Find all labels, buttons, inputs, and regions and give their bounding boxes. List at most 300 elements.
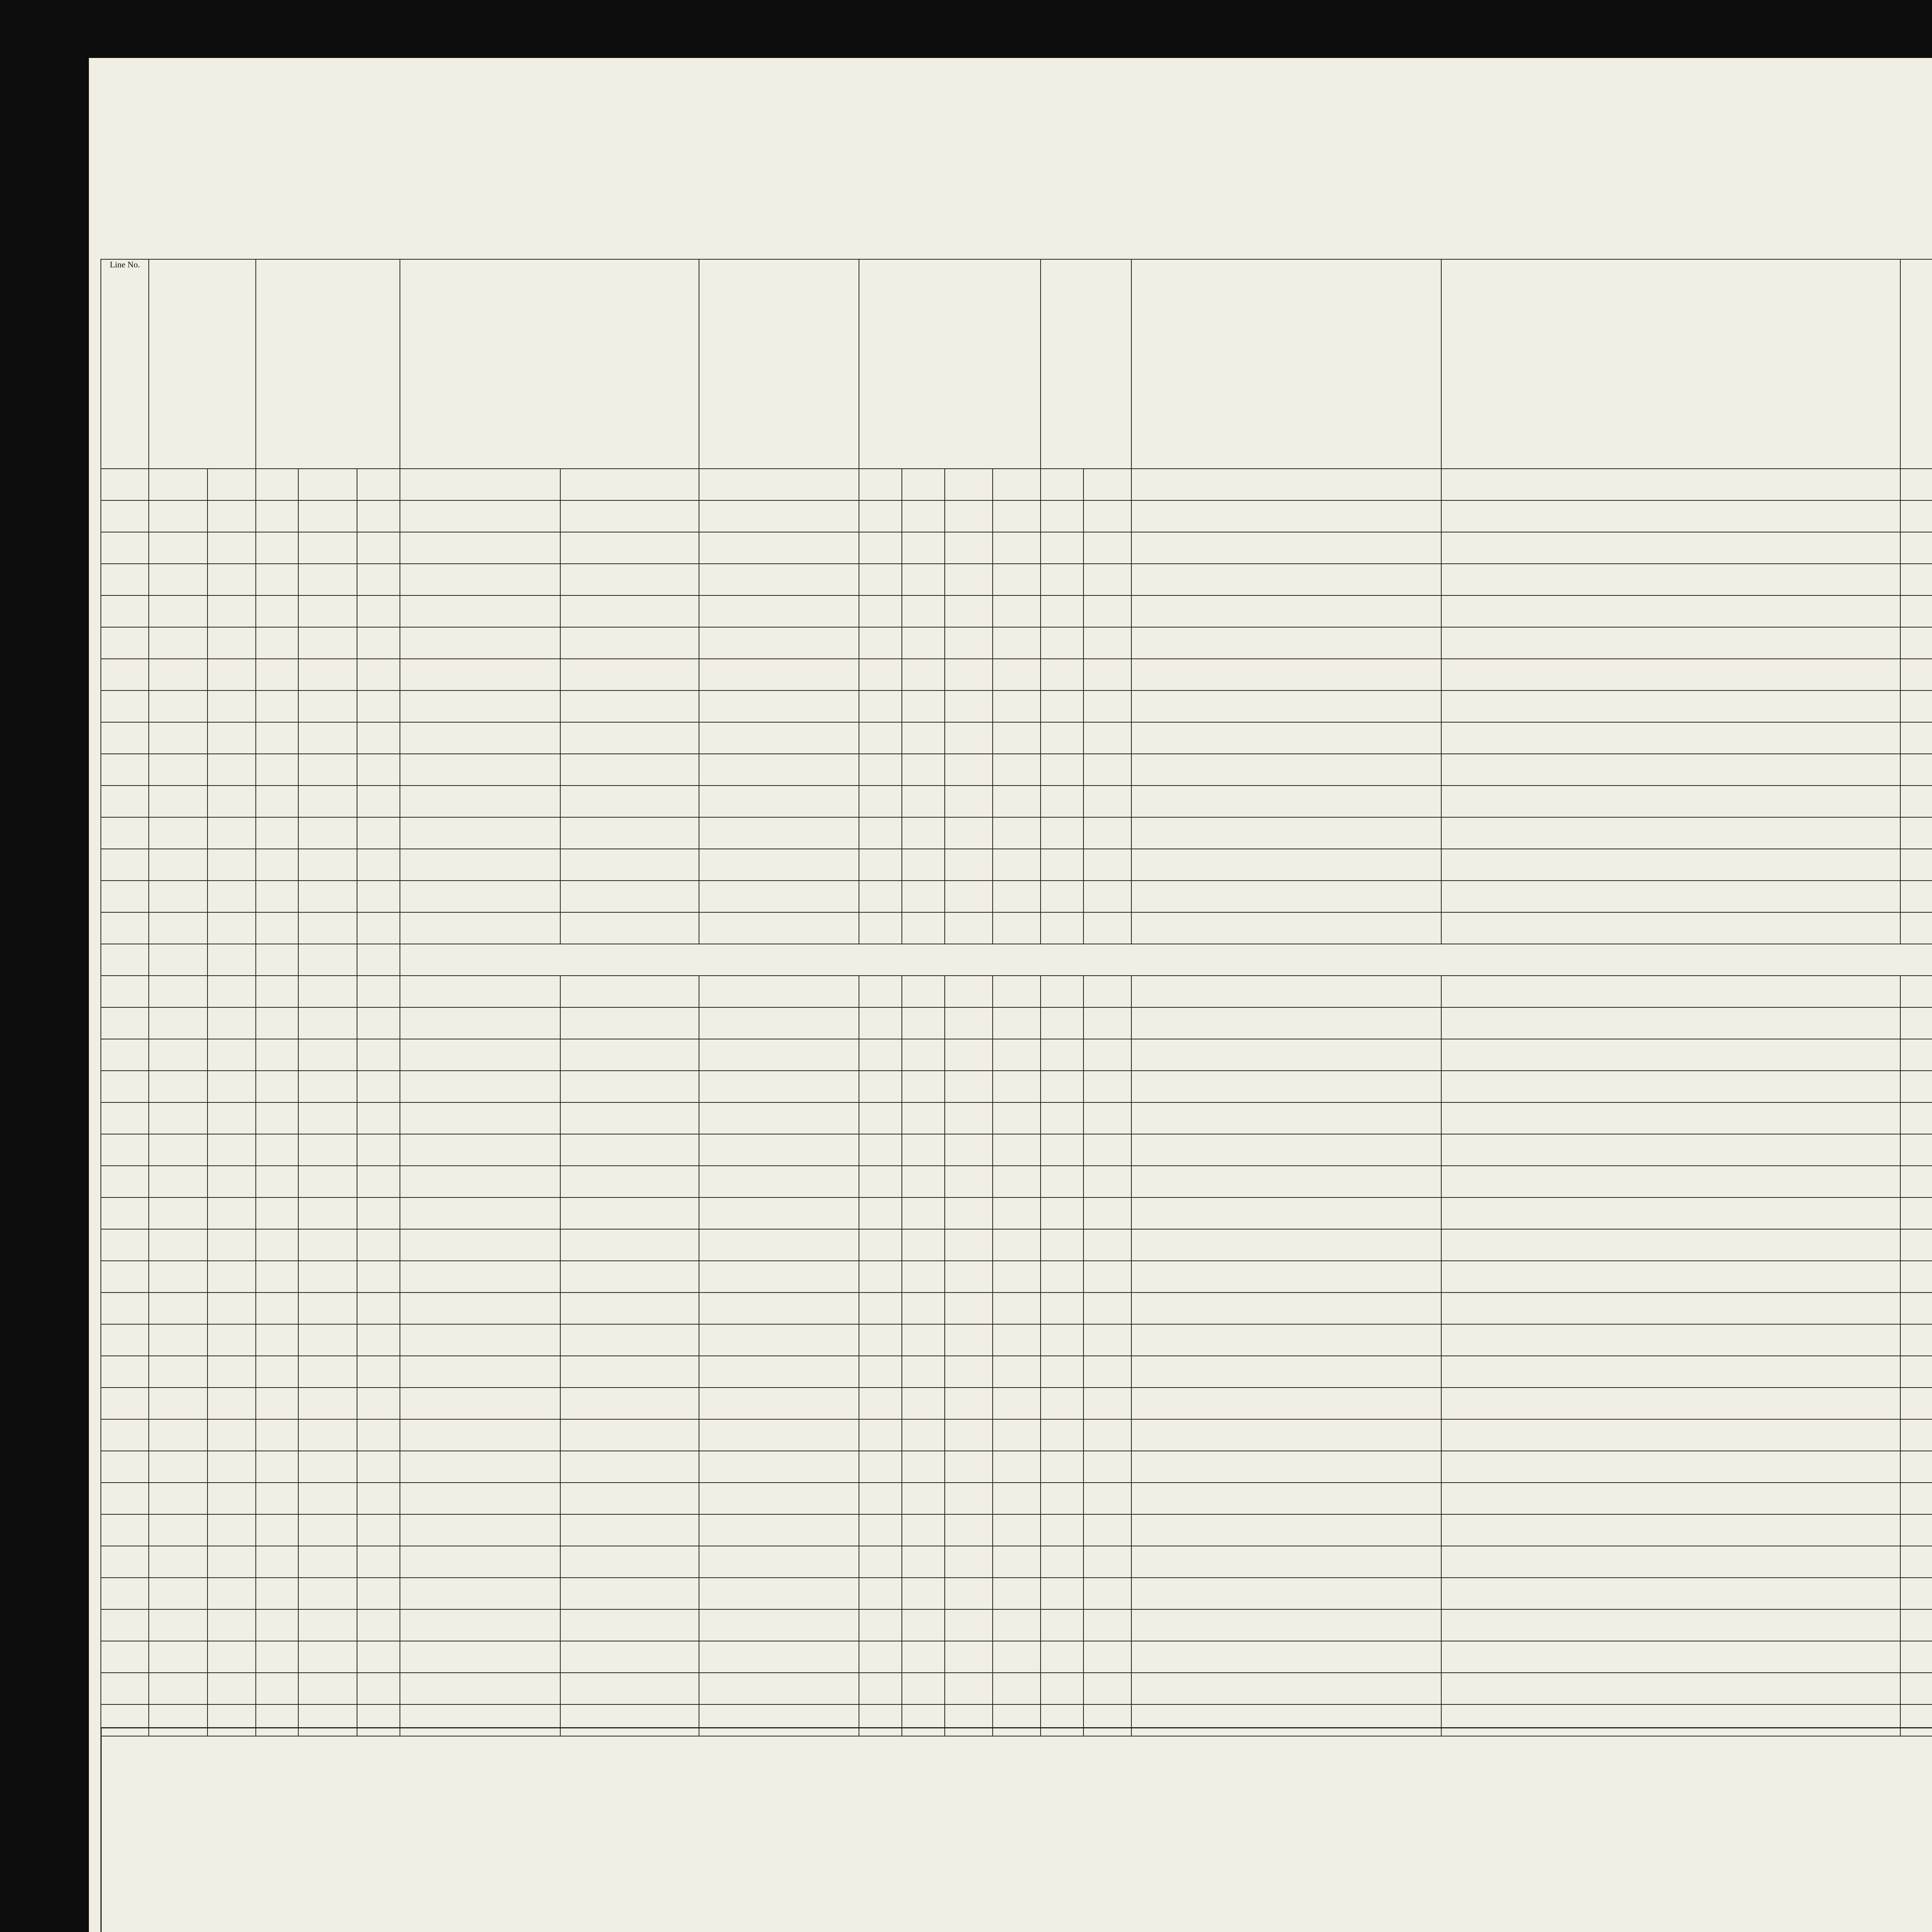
cell-work [1900,500,1932,532]
cell-rel [699,1261,859,1293]
cell-house [149,944,207,976]
cell-school [1041,1419,1083,1451]
cell-sex [859,849,902,881]
cell-mar [993,690,1041,722]
cell-surname [400,1388,560,1419]
cell-own [256,976,299,1007]
cell-birth [1131,1609,1441,1641]
cell-surname [400,1007,560,1039]
cell-given [560,595,699,627]
cell-given [560,1673,699,1704]
cell-fam [207,944,255,976]
table-row [101,1451,1932,1483]
line-number [101,1451,149,1483]
cell-own [256,532,299,564]
table-row [101,1293,1932,1324]
cell-res [1441,976,1901,1007]
table-row [101,1102,1932,1134]
cell-school [1041,1039,1083,1071]
cell-age [945,1641,993,1673]
table-row [101,627,1932,659]
cell-res [1441,564,1901,595]
cell-house [149,1419,207,1451]
cell-mar [993,1546,1041,1578]
cell-fam [207,1324,255,1356]
cell-rel [699,532,859,564]
cell-mar [993,1007,1041,1039]
line-number [101,564,149,595]
cell-given [560,1388,699,1419]
line-number [101,500,149,532]
cell-farm [357,1578,400,1609]
cell-rel [699,722,859,754]
cell-val [298,1197,357,1229]
cell-surname [400,1134,560,1166]
table-row [101,881,1932,912]
cell-surname [400,1102,560,1134]
table-row [101,1514,1932,1546]
line-number [101,1134,149,1166]
cell-val [298,976,357,1007]
cell-own [256,754,299,786]
cell-val [298,1102,357,1134]
cell-school [1041,1197,1083,1229]
cell-race [902,1451,945,1483]
cell-fam [207,912,255,944]
col-name [400,259,699,469]
cell-house [149,1388,207,1419]
cell-mar [993,1388,1041,1419]
cell-house [149,786,207,817]
cell-age [945,1039,993,1071]
cell-age [945,595,993,627]
cell-rel [699,1007,859,1039]
cell-res [1441,1166,1901,1197]
cell-own [256,944,299,976]
cell-farm [357,690,400,722]
cell-val [298,1419,357,1451]
cell-surname [400,1229,560,1261]
cell-own [256,1673,299,1704]
cell-res [1441,881,1901,912]
cell-res [1441,1673,1901,1704]
cell-race [902,1641,945,1673]
cell-race [902,1261,945,1293]
cell-birth [1131,595,1441,627]
cell-mar [993,912,1041,944]
cell-rel [699,1166,859,1197]
line-number [101,469,149,500]
line-number [101,1609,149,1641]
cell-work [1900,659,1932,690]
cell-farm [357,1451,400,1483]
line-number [101,1007,149,1039]
cell-own [256,500,299,532]
cell-fam [207,1071,255,1102]
cell-work [1900,1388,1932,1419]
cell-sex [859,1578,902,1609]
cell-grade [1083,1197,1131,1229]
cell-val [298,500,357,532]
cell-birth [1131,1641,1441,1673]
cell-birth [1131,722,1441,754]
cell-res [1441,1641,1901,1673]
cell-mar [993,595,1041,627]
cell-birth [1131,1578,1441,1609]
cell-sex [859,1293,902,1324]
cell-race [902,1102,945,1134]
table-row [101,944,1932,976]
line-number [101,1514,149,1546]
cell-school [1041,1578,1083,1609]
cell-race [902,532,945,564]
cell-val [298,722,357,754]
cell-val [298,1483,357,1514]
line-number [101,1039,149,1071]
cell-val [298,1578,357,1609]
cell-surname [400,754,560,786]
cell-race [902,659,945,690]
line-number [101,1261,149,1293]
cell-sex [859,722,902,754]
cell-val [298,1261,357,1293]
cell-grade [1083,1514,1131,1546]
cell-rel [699,1451,859,1483]
cell-work [1900,1261,1932,1293]
cell-grade [1083,627,1131,659]
cell-own [256,1641,299,1673]
cell-given [560,627,699,659]
cell-age [945,1229,993,1261]
cell-rel [699,1546,859,1578]
cell-age [945,690,993,722]
cell-birth [1131,1356,1441,1388]
cell-house [149,1166,207,1197]
cell-fam [207,1609,255,1641]
line-number [101,1578,149,1609]
cell-grade [1083,912,1131,944]
cell-age [945,1451,993,1483]
cell-school [1041,1451,1083,1483]
table-row [101,1261,1932,1293]
census-sheet [89,58,1932,1932]
cell-race [902,1197,945,1229]
cell-house [149,627,207,659]
cell-birth [1131,532,1441,564]
cell-farm [357,1419,400,1451]
cell-farm [357,1546,400,1578]
cell-fam [207,1166,255,1197]
cell-own [256,1514,299,1546]
cell-work [1900,564,1932,595]
cell-house [149,1134,207,1166]
cell-house [149,1356,207,1388]
cell-fam [207,817,255,849]
cell-race [902,690,945,722]
cell-surname [400,627,560,659]
cell-sex [859,627,902,659]
cell-own [256,1039,299,1071]
cell-mar [993,1102,1041,1134]
col-relation [699,259,859,469]
cell-res [1441,1261,1901,1293]
cell-own [256,1102,299,1134]
table-row [101,532,1932,564]
cell-mar [993,1641,1041,1673]
cell-res [1441,500,1901,532]
cell-rel [699,690,859,722]
cell-house [149,1039,207,1071]
cell-res [1441,1229,1901,1261]
cell-mar [993,1451,1041,1483]
line-number [101,1388,149,1419]
cell-mar [993,1071,1041,1102]
cell-grade [1083,1039,1131,1071]
cell-given [560,1546,699,1578]
cell-age [945,532,993,564]
cell-work [1900,881,1932,912]
line-number [101,1166,149,1197]
cell-school [1041,1229,1083,1261]
cell-work [1900,817,1932,849]
cell-grade [1083,1324,1131,1356]
cell-birth [1131,690,1441,722]
cell-surname [400,976,560,1007]
cell-grade [1083,500,1131,532]
cell-school [1041,976,1083,1007]
cell-val [298,1007,357,1039]
cell-surname [400,1071,560,1102]
cell-age [945,1071,993,1102]
cell-farm [357,944,400,976]
table-row [101,1039,1932,1071]
cell-house [149,912,207,944]
cell-age [945,627,993,659]
table-row [101,564,1932,595]
cell-surname [400,722,560,754]
cell-rel [699,1419,859,1451]
cell-house [149,1071,207,1102]
cell-fam [207,754,255,786]
cell-mar [993,1134,1041,1166]
cell-given [560,690,699,722]
table-row [101,1483,1932,1514]
cell-house [149,1229,207,1261]
cell-own [256,1578,299,1609]
cell-birth [1131,1071,1441,1102]
cell-birth [1131,1419,1441,1451]
cell-house [149,595,207,627]
cell-sex [859,1451,902,1483]
cell-res [1441,659,1901,690]
cell-given [560,817,699,849]
cell-given [560,1483,699,1514]
cell-race [902,817,945,849]
cell-farm [357,881,400,912]
cell-sex [859,817,902,849]
cell-sex [859,1514,902,1546]
table-row [101,1388,1932,1419]
cell-house [149,1578,207,1609]
cell-birth [1131,1229,1441,1261]
col-at-work [1900,259,1932,469]
table-row [101,1609,1932,1641]
cell-farm [357,1388,400,1419]
cell-race [902,1229,945,1261]
cell-age [945,564,993,595]
col-line-no: Line No. [101,259,149,469]
cell-work [1900,1609,1932,1641]
cell-grade [1083,1071,1131,1102]
cell-mar [993,469,1041,500]
cell-birth [1131,1197,1441,1229]
cell-rel [699,1102,859,1134]
cell-work [1900,1483,1932,1514]
cell-mar [993,1324,1041,1356]
cell-farm [357,627,400,659]
cell-house [149,1609,207,1641]
cell-age [945,786,993,817]
cell-school [1041,1261,1083,1293]
cell-race [902,1546,945,1578]
supplementary-section [100,1727,1932,1932]
cell-race [902,1578,945,1609]
cell-birth [1131,1293,1441,1324]
cell-farm [357,1197,400,1229]
cell-sex [859,564,902,595]
cell-fam [207,1261,255,1293]
cell-work [1900,1419,1932,1451]
line-number [101,1197,149,1229]
cell-grade [1083,659,1131,690]
cell-rel [699,469,859,500]
cell-given [560,1102,699,1134]
cell-rel [699,595,859,627]
line-number [101,912,149,944]
cell-school [1041,1514,1083,1546]
cell-work [1900,1166,1932,1197]
cell-school [1041,595,1083,627]
line-number [101,690,149,722]
cell-farm [357,1007,400,1039]
cell-val [298,1039,357,1071]
cell-sex [859,1546,902,1578]
cell-work [1900,1641,1932,1673]
cell-race [902,754,945,786]
cell-rel [699,976,859,1007]
cell-work [1900,1546,1932,1578]
cell-fam [207,595,255,627]
cell-res [1441,1483,1901,1514]
cell-fam [207,469,255,500]
cell-val [298,1071,357,1102]
cell-res [1441,912,1901,944]
cell-race [902,564,945,595]
cell-sex [859,1071,902,1102]
cell-own [256,1007,299,1039]
line-number [101,849,149,881]
cell-school [1041,627,1083,659]
cell-grade [1083,1673,1131,1704]
line-number [101,1546,149,1578]
cell-farm [357,1641,400,1673]
cell-farm [357,1609,400,1641]
cell-birth [1131,1102,1441,1134]
table-row [101,1546,1932,1578]
cell-surname [400,659,560,690]
cell-work [1900,1039,1932,1071]
cell-work [1900,469,1932,500]
cell-sex [859,976,902,1007]
cell-birth [1131,1546,1441,1578]
cell-val [298,1546,357,1578]
cell-val [298,1641,357,1673]
cell-fam [207,1641,255,1673]
cell-mar [993,564,1041,595]
cell-val [298,1356,357,1388]
cell-house [149,881,207,912]
cell-age [945,1578,993,1609]
cell-farm [357,722,400,754]
cell-sex [859,1356,902,1388]
cell-val [298,690,357,722]
cell-fam [207,1673,255,1704]
cell-res [1441,1293,1901,1324]
cell-grade [1083,1419,1131,1451]
line-number [101,944,149,976]
cell-surname [400,1641,560,1673]
cell-grade [1083,849,1131,881]
cell-val [298,1609,357,1641]
cell-own [256,849,299,881]
cell-res [1441,722,1901,754]
line-number [101,1071,149,1102]
cell-grade [1083,786,1131,817]
cell-rel [699,1388,859,1419]
cell-sex [859,1324,902,1356]
cell-own [256,1229,299,1261]
cell-val [298,1324,357,1356]
line-number [101,1229,149,1261]
cell-surname [400,469,560,500]
cell-farm [357,1039,400,1071]
cell-res [1441,786,1901,817]
cell-fam [207,1134,255,1166]
cell-birth [1131,1039,1441,1071]
cell-grade [1083,1483,1131,1514]
cell-sex [859,1483,902,1514]
cell-farm [357,1324,400,1356]
cell-given [560,976,699,1007]
cell-surname [400,1609,560,1641]
cell-sex [859,1166,902,1197]
cell-surname [400,1673,560,1704]
table-row [101,1324,1932,1356]
cell-fam [207,500,255,532]
cell-work [1900,1293,1932,1324]
cell-race [902,1134,945,1166]
cell-age [945,469,993,500]
cell-house [149,1197,207,1229]
cell-work [1900,912,1932,944]
cell-res [1441,1578,1901,1609]
table-row [101,976,1932,1007]
cell-surname [400,1356,560,1388]
cell-fam [207,627,255,659]
cell-house [149,659,207,690]
cell-race [902,1673,945,1704]
cell-own [256,595,299,627]
